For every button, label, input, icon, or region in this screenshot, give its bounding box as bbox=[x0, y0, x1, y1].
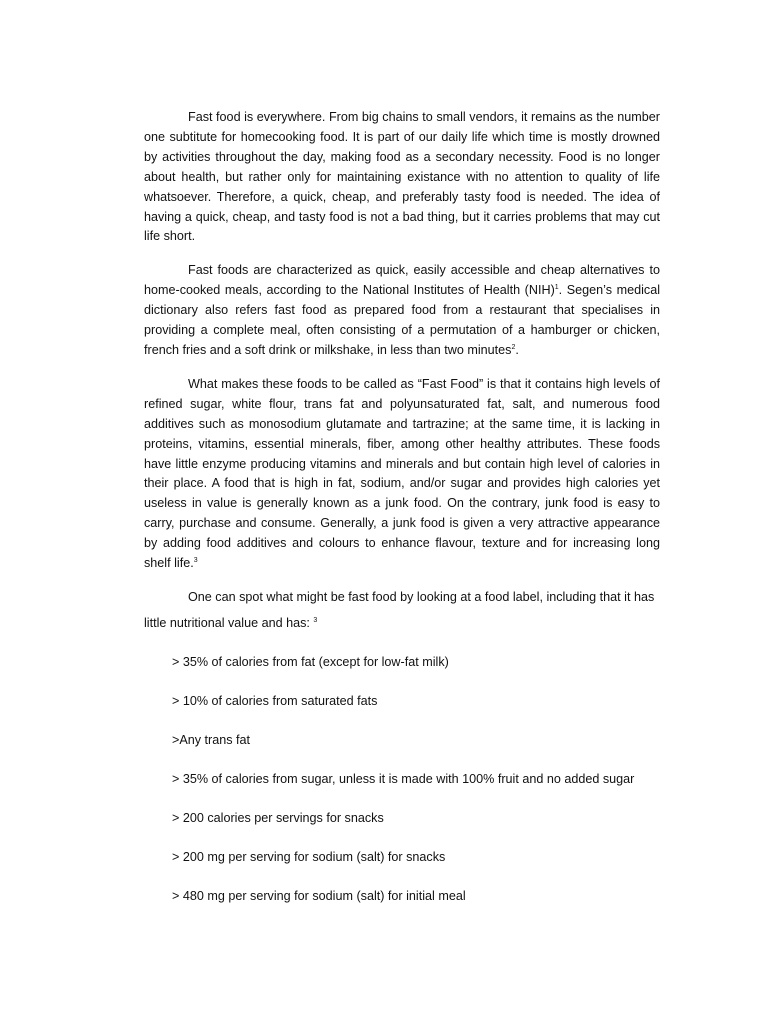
footnote-ref-3: 3 bbox=[193, 556, 198, 564]
list-item: > 480 mg per serving for sodium (salt) for initial meal bbox=[172, 888, 466, 903]
list-item: > 200 mg per serving for sodium (salt) for snacks bbox=[172, 849, 446, 864]
criteria-list bbox=[144, 652, 660, 906]
paragraph-definition bbox=[144, 261, 660, 361]
list-item: > 10% of calories from saturated fats bbox=[172, 693, 378, 708]
paragraph-ingredients bbox=[144, 375, 660, 574]
paragraph-definition-text-a: Fast foods are characterized as quick, easily accessible and cheap alternatives to home-cooked meals, according to the National Institutes of Health (NIH) bbox=[144, 263, 660, 298]
footnote-ref-1: 1 bbox=[554, 284, 559, 292]
paragraph-definition-text-b: . Segen’s medical dictionary also refers fast food as prepared food from a restaurant that specialises in providing a complete meal, often consisting of a permutation of a hamburger or chicken, french fries and a soft drink or milkshake, in less than two minutes bbox=[144, 283, 660, 357]
paragraph-food-label bbox=[144, 588, 660, 634]
paragraph-intro: Fast food is everywhere. From big chains to small vendors, it remains as the number one subtitute for homecooking food. It is part of our daily life which time is mostly drowned by activities throughout the day, making food as a secondary necessity. Food is no longer about health, but rather only for maintaining existance with no attention to quality of life whatsoever. Therefore, a quick, cheap, and preferably tasty food is needed. The idea of having a quick, cheap, and tasty food is not a bad thing, but it carries problems that may cut life short. bbox=[144, 110, 660, 244]
paragraph-food-label-line2 bbox=[144, 614, 660, 634]
list-item: >Any trans fat bbox=[172, 732, 251, 747]
paragraph-food-label-line2-text: little nutritional value and has: bbox=[144, 615, 314, 630]
list-item: > 35% of calories from sugar, unless it is made with 100% fruit and no added sugar bbox=[172, 771, 635, 786]
footnote-ref-3b: 3 bbox=[313, 616, 318, 624]
list-item: > 200 calories per servings for snacks bbox=[172, 810, 384, 825]
list-item: > 35% of calories from fat (except for low-fat milk) bbox=[172, 654, 449, 669]
paragraph-ingredients-text: What makes these foods to be called as “Fast Food” is that it contains high levels of refined sugar, white flour, trans fat and polyunsaturated fat, salt, and numerous food additives such as monosodium glutamate and tartrazine; at the same time, it is lacking in proteins, vitamins, essential minerals, fiber, among other healthy attributes. These foods have little enzyme producing vitamins and minerals and but contain high level of calories in their place. A food that is high in fat, sodium, and/or sugar and provides high calories yet useless in value is generally known as a junk food. On the contrary, junk food is easy to carry, purchase and consume. Generally, a junk food is given a very attractive appearance by adding food additives and colours to enhance flavour, texture and for increasing long shelf life. bbox=[144, 376, 660, 571]
footnote-ref-2: 2 bbox=[511, 343, 516, 351]
paragraph-definition-text-c: . bbox=[515, 342, 519, 357]
document-page bbox=[144, 108, 660, 925]
paragraph-food-label-line1: One can spot what might be fast food by looking at a food label, including that it has bbox=[188, 589, 655, 604]
